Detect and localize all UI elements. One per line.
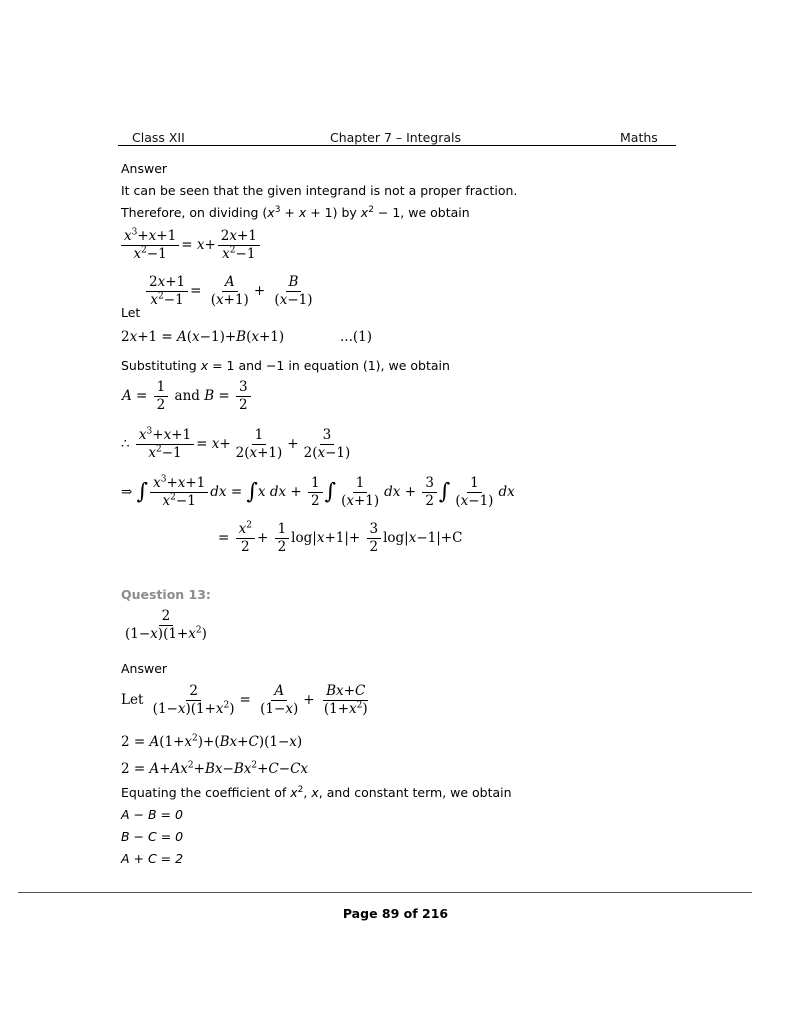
equation-a-plus-c: A + C = 2 [121, 851, 184, 866]
substituting-line: Substituting x = 1 and −1 in equation (1), we obtain [121, 358, 450, 373]
integral-result: = $\frac{x^2}{2}$ + $\frac{1}{2}$ log|x+1|+ $\frac{3}{2}$ log|x−1|+C [218, 520, 463, 555]
proper-fraction-line: It can be seen that the given integrand is not a proper fraction. [121, 183, 518, 198]
page-number: Page 89 of 216 [342, 906, 449, 921]
equation-b-minus-c: B − C = 0 [121, 829, 184, 844]
partial-fraction-setup: $\frac{2x+1}{x^2-1}$ = $\frac{A}{(x+1)}$ + $\frac{B}{(x-1)}$ [144, 275, 318, 308]
header-class: Class XII [132, 130, 185, 145]
answer-label-2: Answer [121, 661, 168, 676]
dividing-line: Therefore, on dividing $(x^3 + x + 1)$ by $x^2 - 1$, we obtain [121, 204, 470, 220]
equation-a-minus-b: A − B = 0 [121, 807, 183, 822]
header-subject: Maths [620, 130, 658, 145]
expansion-equation-2: $2 = A+Ax^2+Bx-Bx^2+C-Cx$ [121, 760, 309, 777]
let-label: Let [121, 305, 141, 320]
question-expression: $\frac{2}{(1-x)(1+x^2)}$ [125, 608, 207, 642]
integral-equation: ⇒ ∫ $\frac{x^3+x+1}{x^2-1}$ dx = ∫x dx + $\frac{1}{2}$ ∫ $\frac{1}{(x+1)}$ dx + $\frac{3}{2}$ ∫ $\frac{1}{(x-1)}$ dx [121, 474, 515, 509]
partial-fraction-setup-2: Let $\frac{2}{(1-x)(1+x^2)}$ = $\frac{A}{(1-x)}$ + $\frac{Bx+C}{(1+x^2)}$ [121, 683, 368, 717]
equating-line: Equating the coefficient of $x^2$, x, and constant term, we obtain [121, 784, 512, 800]
footer-rule [18, 892, 752, 893]
equation-1-tag: ...(1) [340, 329, 372, 345]
question-label: Question 13: [121, 587, 211, 602]
equation-1: 2x+1 = A(x−1)+B(x+1) [121, 329, 285, 345]
division-equation: $\frac{x^3+x+1}{x^2-1}$ = x+ $\frac{2x+1}{x^2-1}$ [119, 229, 262, 262]
header-chapter: Chapter 7 – Integrals [330, 130, 462, 145]
header-rule [118, 145, 676, 146]
decomposition-equation: ∴ $\frac{x^3+x+1}{x^2-1}$ = x+ $\frac{1}{2(x+1)}$ + $\frac{3}{2(x-1)}$ [121, 426, 351, 461]
expansion-equation-1: $2 = A(1+x^2)+(Bx+C)(1-x)$ [121, 733, 303, 750]
coefficient-values: A = $\frac{1}{2}$ and B = $\frac{3}{2}$ [122, 380, 253, 413]
answer-label: Answer [121, 161, 168, 176]
